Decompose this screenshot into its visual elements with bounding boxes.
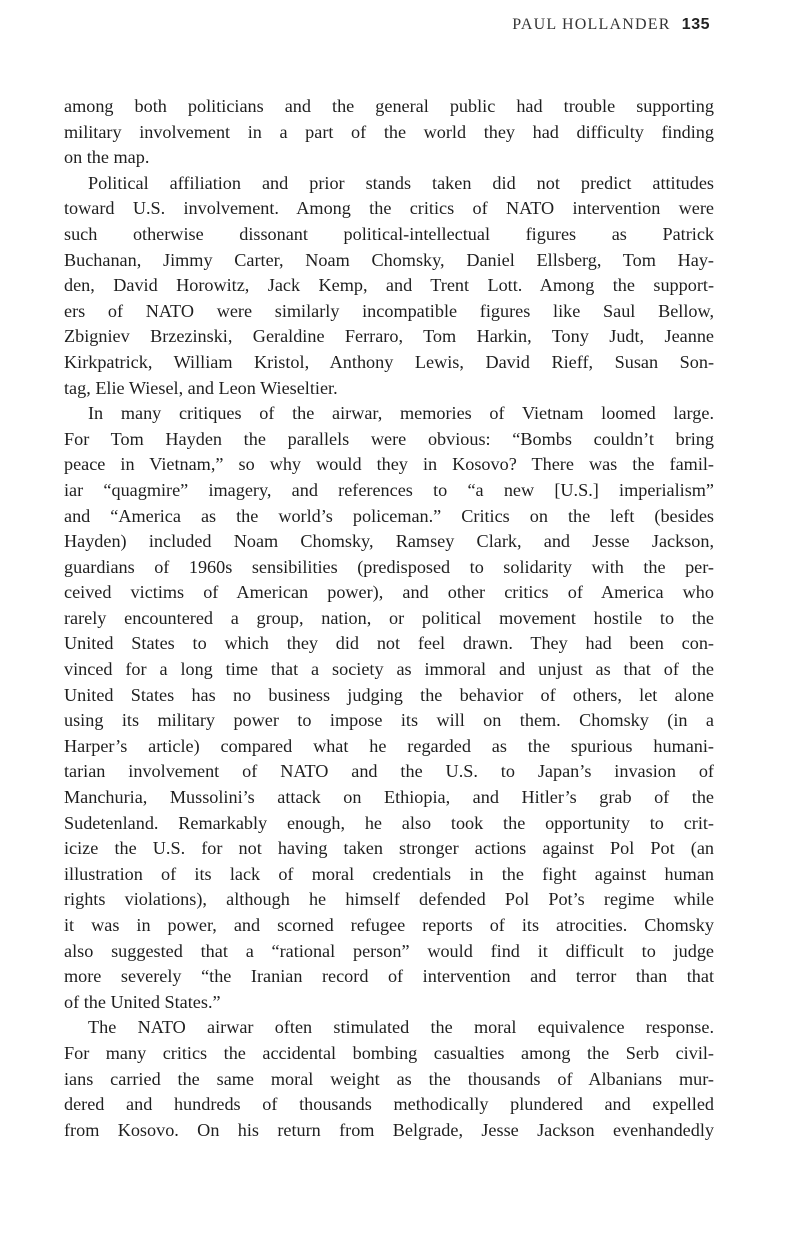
text-line: of the United States.” [64, 991, 221, 1012]
text-line: Political affiliation and prior stands taken did not predict attitudes [88, 172, 714, 193]
text-line: Kirkpatrick, William Kristol, Anthony Lewis, David Rieff, Susan Son- [64, 351, 714, 372]
text-line: on the map. [64, 147, 150, 168]
running-head-author: PAUL HOLLANDER [512, 16, 671, 33]
text-line: Zbigniev Brzezinski, Geraldine Ferraro, Tom Harkin, Tony Judt, Jeanne [64, 326, 714, 347]
text-line: among both politicians and the general public had trouble supporting [64, 96, 714, 116]
text-line: ers of NATO were similarly incompatible figures like Saul Bellow, [64, 300, 714, 321]
text-line: military involvement in a part of the world they had difficulty finding [64, 121, 714, 142]
text-line: iar “quagmire” imagery, and references to “a new [U.S.] imperialism” [64, 479, 714, 500]
text-line: The NATO airwar often stimulated the moral equivalence response. [88, 1017, 714, 1038]
text-line: also suggested that a “rational person” would find it difficult to judge [64, 940, 714, 961]
text-line: In many critiques of the airwar, memories of Vietnam loomed large. [88, 403, 714, 424]
body-text [64, 94, 714, 1143]
text-line: such otherwise dissonant political-intellectual figures as Patrick [64, 223, 714, 244]
text-line: dered and hundreds of thousands methodically plundered and expelled [64, 1094, 714, 1115]
text-line: peace in Vietnam,” so why would they in Kosovo? There was the famil- [64, 454, 714, 475]
text-line: For Tom Hayden the parallels were obvious: “Bombs couldn’t bring [64, 428, 714, 449]
text-line: ians carried the same moral weight as the thousands of Albanians mur- [64, 1068, 714, 1089]
text-line: vinced for a long time that a society as immoral and unjust as that of the [64, 659, 714, 680]
text-line: icize the U.S. for not having taken stronger actions against Pol Pot (an [64, 838, 714, 859]
text-line: toward U.S. involvement. Among the critics of NATO intervention were [64, 198, 714, 219]
text-line: Manchuria, Mussolini’s attack on Ethiopia, and Hitler’s grab of the [64, 787, 714, 808]
running-head [512, 16, 710, 34]
text-line: For many critics the accidental bombing casualties among the Serb civil- [64, 1042, 714, 1063]
paragraph [64, 1015, 714, 1143]
text-line: Sudetenland. Remarkably enough, he also took the opportunity to crit- [64, 812, 714, 833]
text-line: more severely “the Iranian record of intervention and terror than that [64, 966, 714, 987]
paragraph [64, 94, 714, 171]
page-number: 135 [681, 16, 710, 33]
text-line: United States to which they did not feel drawn. They had been con- [64, 633, 714, 654]
paragraph [64, 171, 714, 401]
text-line: guardians of 1960s sensibilities (predisposed to solidarity with the per- [64, 556, 714, 577]
text-line: United States has no business judging the behavior of others, let alone [64, 684, 714, 705]
text-line: tag, Elie Wiesel, and Leon Wieseltier. [64, 377, 338, 398]
text-line: it was in power, and scorned refugee reports of its atrocities. Chomsky [64, 915, 714, 935]
text-line: Buchanan, Jimmy Carter, Noam Chomsky, Daniel Ellsberg, Tom Hay- [64, 249, 714, 270]
text-line: from Kosovo. On his return from Belgrade, Jesse Jackson evenhandedly [64, 1119, 714, 1140]
text-line: Harper’s article) compared what he regarded as the spurious humani- [64, 735, 714, 756]
text-line: illustration of its lack of moral credentials in the fight against human [64, 863, 714, 884]
text-line: and “America as the world’s policeman.” Critics on the left (besides [64, 505, 714, 526]
text-line: tarian involvement of NATO and the U.S. to Japan’s invasion of [64, 761, 714, 782]
text-line: rights violations), although he himself defended Pol Pot’s regime while [64, 889, 714, 910]
text-line: rarely encountered a group, nation, or political movement hostile to the [64, 607, 714, 628]
text-line: using its military power to impose its will on them. Chomsky (in a [64, 710, 714, 731]
text-line: ceived victims of American power), and other critics of America who [64, 582, 714, 603]
paragraph [64, 401, 714, 1015]
text-line: den, David Horowitz, Jack Kemp, and Trent Lott. Among the support- [64, 275, 714, 296]
text-line: Hayden) included Noam Chomsky, Ramsey Clark, and Jesse Jackson, [64, 531, 714, 552]
